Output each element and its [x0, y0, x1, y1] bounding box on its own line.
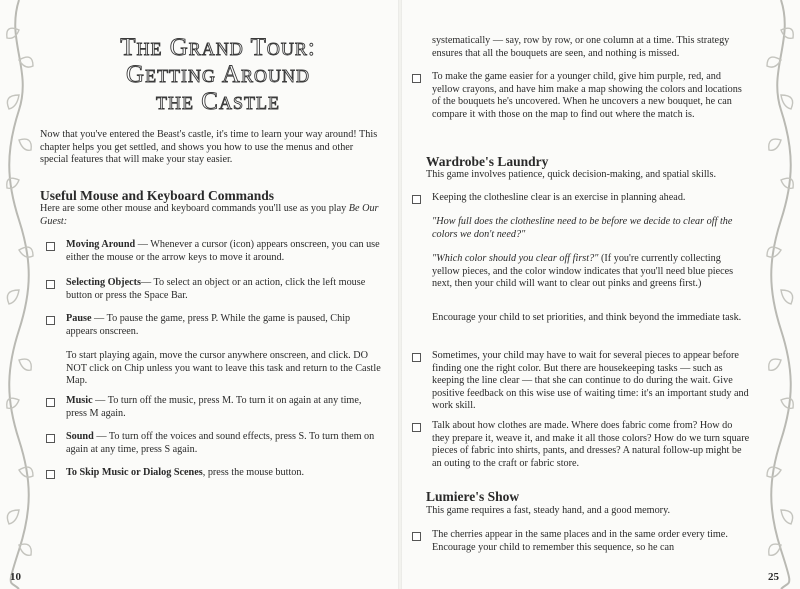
checkbox-icon	[46, 316, 55, 325]
wardrobe-heading: Wardrobe's Laundry	[426, 154, 549, 169]
right-vine-border	[762, 0, 800, 589]
command-label: Selecting Objects	[66, 277, 141, 288]
command-selecting-objects	[66, 277, 382, 302]
commands-heading: Useful Mouse and Keyboard Commands	[40, 188, 275, 203]
intro-paragraph: Now that you've entered the Beast's castle, it's time to learn your way around! This chapter helps you get settled, and shows you how to use the menus and other special features that will make your stay easier.	[40, 129, 378, 166]
left-vine-border	[0, 0, 38, 589]
checkbox-icon	[46, 398, 55, 407]
wardrobe-intro: This game involves patience, quick decision-making, and spatial skills.	[426, 169, 716, 180]
chapter-title-line-2: Getting Around	[126, 61, 310, 88]
command-text: — To pause the game, press P. While the game is paused, Chip appears onscreen.	[66, 313, 351, 337]
checkbox-icon	[46, 434, 55, 443]
command-label: Music	[66, 395, 93, 406]
page-number: 25	[768, 571, 779, 583]
tip-crayons: To make the game easier for a younger child, give him purple, red, and yellow crayons, and have him make a map showing the colors and locations of the bouquets he's uncovered. When he uncovers a new bouquet, he can compare it with those on the map to find out where the match is.	[432, 71, 742, 120]
right-page	[406, 0, 779, 589]
tip-waiting: Sometimes, your child may have to wait for several pieces to appear before finding one the right color. But there are housekeeping tasks — such as keeping the line clear — that she can continue to do during the wait. Give positive feedback on this wise use of waiting time: it's an important study and work skill.	[432, 350, 749, 412]
lumiere-intro: This game requires a fast, steady hand, and a good memory.	[426, 505, 671, 516]
commands-intro-text: Here are some other mouse and keyboard commands you'll use as you play	[40, 203, 349, 214]
tip-clothes: Talk about how clothes are made. Where does fabric come from? How do they prepare it, weave it, and make it all those colors? How do we turn square pieces of fabric into shirts, pants, and dresses? A natural follow-up might be an outing to the craft or fabric store.	[432, 420, 750, 469]
command-text: — Whenever a cursor (icon) appears onscreen, you can use either the mouse or the arrow keys to move it around.	[66, 239, 380, 263]
chapter-title	[40, 34, 396, 115]
command-moving-around	[66, 239, 382, 264]
command-resume-note	[66, 350, 384, 388]
page-number: 10	[10, 571, 21, 583]
lumiere-heading: Lumiere's Show	[426, 489, 520, 504]
continued-paragraph: systematically — say, row by row, or one column at a time. This strategy ensures that all the bouquets are seen, and nothing is missed.	[432, 35, 730, 59]
command-text: To start playing again, move the cursor anywhere onscreen, and click. DO NOT click on Chip unless you want to leave this task and return to the Castle Map.	[66, 350, 381, 387]
chapter-title-line-1: The Grand Tour:	[120, 34, 316, 61]
checkbox-icon	[412, 74, 421, 83]
checkbox-icon	[46, 280, 55, 289]
checkbox-icon	[412, 195, 421, 204]
game-title: Be Our Guest:	[40, 203, 379, 227]
quote-text: "Which color should you clear off first?"	[432, 253, 599, 264]
checkbox-icon	[412, 353, 421, 362]
book-gutter	[398, 0, 402, 589]
checkbox-icon	[412, 423, 421, 432]
tip-cherries: The cherries appear in the same places and in the same order every time. Encourage your child to remember this sequence, so he can	[432, 529, 728, 553]
checkbox-icon	[46, 242, 55, 251]
command-text: — To turn off the music, press M. To turn it on again at any time, press M again.	[66, 395, 362, 419]
left-page	[10, 0, 396, 589]
command-pause	[66, 313, 382, 338]
tip-clothesline: Keeping the clothesline clear is an exercise in planning ahead.	[432, 192, 686, 203]
quote-clothesline: "How full does the clothesline need to be before we decide to clear off the colors we don't need?"	[432, 216, 733, 240]
command-label: Sound	[66, 431, 94, 442]
quote-which-color	[432, 253, 750, 291]
commands-intro	[40, 203, 380, 228]
checkbox-icon	[412, 532, 421, 541]
quote-explanation: (If you're currently collecting yellow pieces, and the color window indicates that you'll need blue pieces next, then your child will want to clear out pinks and greens first.)	[432, 253, 734, 290]
tip-priorities: Encourage your child to set priorities, and think beyond the immediate task.	[432, 312, 742, 323]
chapter-title-line-3: the Castle	[156, 88, 280, 115]
command-text: — To turn off the voices and sound effects, press S. To turn them on again at any time, press S again.	[66, 431, 375, 455]
command-music	[66, 395, 382, 420]
command-label: To Skip Music or Dialog Scenes	[66, 467, 203, 478]
command-label: Pause	[66, 313, 92, 324]
command-text: — To select an object or an action, click the left mouse button or press the Space Bar.	[66, 277, 366, 301]
command-skip-scenes	[66, 467, 382, 480]
command-text: , press the mouse button.	[202, 467, 305, 478]
command-label: Moving Around	[66, 239, 136, 250]
checkbox-icon	[46, 470, 55, 479]
command-sound	[66, 431, 382, 456]
